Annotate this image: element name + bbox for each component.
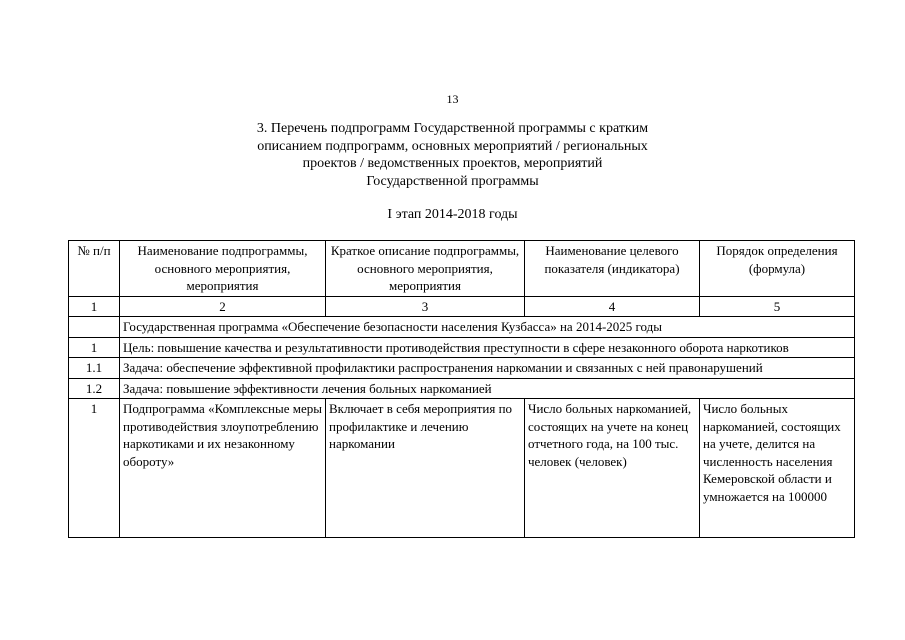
row-number: 1 [69, 399, 120, 538]
subprogram-description: Включает в себя мероприятия по профилактике и лечению наркомании [326, 399, 525, 538]
page-number: 13 [446, 92, 459, 106]
goal-row [69, 337, 855, 358]
goal-text: Цель: повышение качества и результативности противодействия преступности в сфере незаконного оборота наркотиков [120, 337, 855, 358]
header-cell-indicator: Наименование целевого показателя (индикатора) [525, 241, 700, 297]
column-number: 4 [525, 296, 700, 317]
title-line: описанием подпрограмм, основных мероприятий / региональных [257, 138, 648, 154]
title-line: проектов / ведомственных проектов, мероприятий [302, 156, 603, 171]
row-number: 1.1 [69, 358, 120, 379]
subprogram-table [68, 240, 855, 538]
subprogram-name: Подпрограмма «Комплексные меры противодействия злоупотреблению наркотиками и их незаконному обороту» [120, 399, 326, 538]
row-number: 1.2 [69, 378, 120, 399]
target-indicator: Число больных наркоманией, состоящих на учете на конец отчетного года, на 100 тыс. человек (человек) [525, 399, 700, 538]
column-number: 1 [69, 296, 120, 317]
header-cell-formula: Порядок определения (формула) [700, 241, 855, 297]
document-title [0, 120, 905, 190]
header-cell-description: Краткое описание подпрограммы, основного мероприятия, мероприятия [326, 241, 525, 297]
empty-cell [69, 317, 120, 338]
calculation-formula: Число больных наркоманией, состоящих на учете, делится на численность населения Кемеровской области и умножается на 100000 [700, 399, 855, 538]
column-number: 5 [700, 296, 855, 317]
title-line: Государственной программы [366, 173, 539, 189]
subprogram-row [69, 399, 855, 538]
table-header-row [69, 241, 855, 297]
task-row [69, 358, 855, 379]
task-row [69, 378, 855, 399]
title-line: 3. Перечень подпрограмм Государственной программы с кратким [256, 121, 649, 136]
program-row [69, 317, 855, 338]
row-number: 1 [69, 337, 120, 358]
task-text: Задача: повышение эффективности лечения больных наркоманией [120, 378, 855, 399]
column-number-row [69, 296, 855, 317]
header-cell-name: Наименование подпрограммы, основного мероприятия, мероприятия [120, 241, 326, 297]
task-text: Задача: обеспечение эффективной профилактики распространения наркомании и связанных с ней правонарушений [120, 358, 855, 379]
column-number: 2 [120, 296, 326, 317]
column-number: 3 [326, 296, 525, 317]
stage-heading: I этап 2014-2018 годы [387, 207, 518, 222]
header-cell-number: № п/п [69, 241, 120, 297]
program-title-cell: Государственная программа «Обеспечение безопасности населения Кузбасса» на 2014-2025 годы [120, 317, 855, 338]
